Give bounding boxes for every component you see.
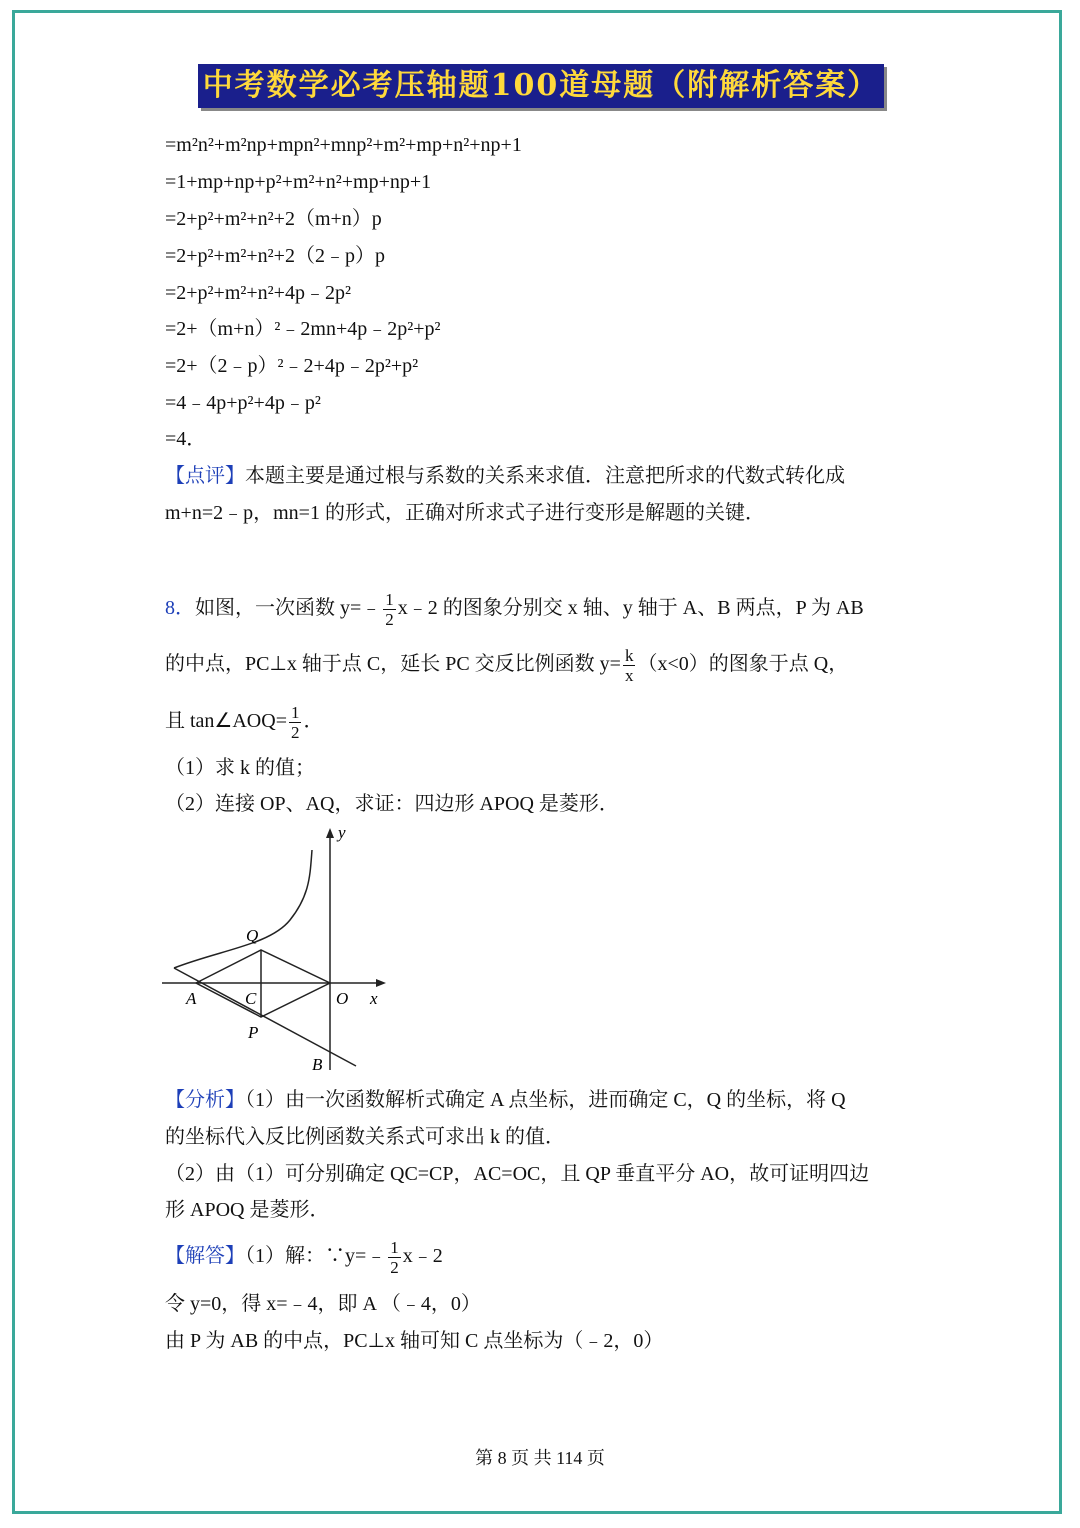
derivation-line: =1+mp+np+p²+m²+n²+mp+np+1 (165, 171, 432, 193)
analysis-tag: 【分析】 (165, 1089, 245, 1111)
analysis-text: （1）由一次函数解析式确定 A 点坐标，进而确定 C，Q 的坐标，将 Q (245, 1089, 846, 1111)
label-p: P (248, 1023, 259, 1042)
answer-line: 令 y=0，得 x=﹣4，即 A （﹣4，0） (165, 1293, 481, 1315)
question-part: （2）连接 OP、AQ，求证：四边形 APOQ 是菱形． (165, 793, 619, 815)
question-text: ． (303, 710, 324, 733)
fraction-numerator: k (624, 646, 634, 665)
label-a: A (186, 989, 197, 1008)
analysis-line: （2）由（1）可分别确定 QC=CP，AC=OC，且 QP 垂直平分 AO，故可证明四边 (165, 1163, 870, 1185)
fraction-denominator: 2 (385, 610, 394, 629)
derivation-line: =2+（2﹣p）²﹣2+4p﹣2p²+p² (165, 355, 419, 377)
question-line (165, 590, 864, 629)
page-title: 中考数学必考压轴题100道母题（附解析答案） (198, 64, 884, 108)
answer-text: （1）解：∵y=﹣ (245, 1245, 387, 1268)
x-axis-arrow (376, 979, 386, 987)
hyperbola-curve (174, 850, 312, 968)
page-footer: 第 8 页 共 114 页 (475, 1448, 605, 1468)
question-number: 8． (165, 597, 195, 620)
fraction (289, 703, 302, 742)
fraction-denominator: x (624, 666, 634, 685)
question-line (165, 703, 323, 742)
question-text: 且 tan∠AOQ= (165, 710, 287, 733)
answer-tag: 【解答】 (165, 1245, 245, 1268)
fraction-numerator: 1 (290, 703, 300, 722)
fraction-denominator: 2 (390, 1258, 399, 1277)
question-text: 如图，一次函数 y=﹣ (195, 597, 382, 620)
comment-text: 本题主要是通过根与系数的关系来求值．注意把所求的代数式转化成 (245, 465, 845, 487)
analysis-line: 形 APOQ 是菱形． (165, 1199, 330, 1221)
answer-line: 由 P 为 AB 的中点，PC⊥x 轴可知 C 点坐标为（﹣2，0） (165, 1330, 664, 1352)
fraction-denominator: 2 (290, 723, 300, 742)
derivation-line: =2+p²+m²+n²+2（m+n）p (165, 208, 382, 230)
derivation-line: =2+p²+m²+n²+4p﹣2p² (165, 282, 351, 304)
fraction (623, 646, 636, 685)
comment-tag: 【点评】 (165, 465, 245, 487)
label-x: x (370, 989, 378, 1008)
question-text: （x<0）的图象于点 Q， (637, 653, 849, 676)
label-o: O (336, 989, 349, 1008)
analysis-line: 的坐标代入反比例函数关系式可求出 k 的值． (165, 1126, 565, 1148)
question-text: x﹣2 的图象分别交 x 轴、y 轴于 A、B 两点，P 为 AB (397, 597, 864, 620)
question-line (165, 646, 848, 685)
y-axis-arrow (326, 828, 334, 838)
label-c: C (245, 989, 257, 1008)
fraction (383, 590, 396, 629)
derivation-line: =2+（m+n）²﹣2mn+4p﹣2p²+p² (165, 318, 441, 340)
derivation-line: =4． (165, 428, 207, 450)
analysis-line (165, 1086, 846, 1114)
fraction (388, 1238, 401, 1277)
derivation-line: =m²n²+m²np+mpn²+mnp²+m²+mp+n²+np+1 (165, 134, 522, 156)
derivation-line: =4﹣4p+p²+4p﹣p² (165, 392, 321, 414)
question-part: （1）求 k 的值； (165, 757, 315, 779)
comment-line: m+n=2﹣p，mn=1 的形式，正确对所求式子进行变形是解题的关键． (165, 502, 765, 524)
geometry-figure (160, 820, 400, 1080)
label-b: B (312, 1055, 323, 1074)
answer-text: x﹣2 (402, 1245, 443, 1268)
label-q: Q (246, 926, 259, 945)
fraction-numerator: 1 (390, 1238, 399, 1257)
comment-line (165, 462, 845, 490)
label-y: y (338, 823, 346, 842)
answer-line (165, 1238, 443, 1277)
fraction-numerator: 1 (385, 590, 394, 609)
derivation-line: =2+p²+m²+n²+2（2﹣p）p (165, 245, 385, 267)
question-text: 的中点，PC⊥x 轴于点 C，延长 PC 交反比例函数 y= (165, 653, 621, 676)
